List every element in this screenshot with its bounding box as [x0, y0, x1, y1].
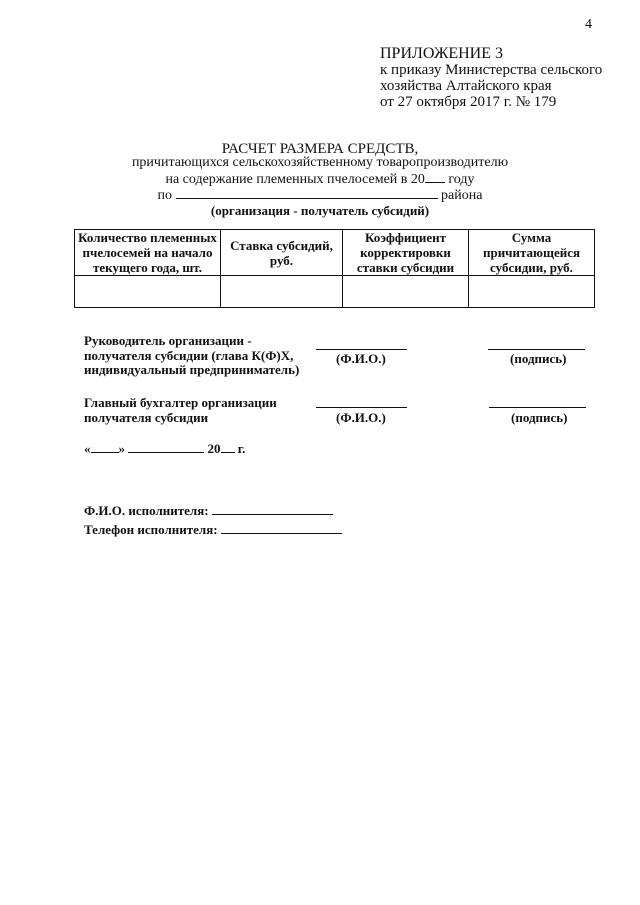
- executor-name-label: Ф.И.О. исполнителя:: [84, 503, 209, 518]
- date-close-quote: »: [118, 441, 125, 456]
- accountant-signature-label: [84, 396, 277, 425]
- document-title: РАСЧЕТ РАЗМЕРА СРЕДСТВ,: [221, 141, 419, 157]
- appendix-block: [380, 46, 602, 110]
- page-number: 4: [585, 17, 592, 32]
- table-header-row: [75, 230, 595, 276]
- date-open-quote: «: [84, 441, 91, 456]
- header-correction-coefficient: Коэффициент корректировки ставки субсидии: [343, 230, 469, 276]
- cell-bee-colonies[interactable]: [75, 276, 221, 308]
- heading-line-1: причитающихся сельскохозяйственному товаропроизводителю: [131, 155, 509, 170]
- executor-phone-row: [84, 522, 342, 538]
- heading-line-2: [0, 171, 640, 188]
- head-label-line-1: Руководитель организации -: [84, 333, 252, 348]
- executor-phone-blank[interactable]: [221, 522, 342, 534]
- accountant-signature-line[interactable]: [489, 407, 586, 408]
- date-year-blank[interactable]: [221, 441, 235, 453]
- executor-phone-label: Телефон исполнителя:: [84, 522, 218, 537]
- accountant-label-line-2: получателя субсидии: [84, 409, 209, 425]
- calculation-table: [74, 229, 595, 308]
- head-signature-caption: (подпись): [510, 351, 567, 366]
- heading-line-2-prefix: на содержание племенных пчелосемей в 20: [165, 172, 425, 187]
- day-blank[interactable]: [91, 441, 119, 453]
- appendix-line-2: хозяйства Алтайского края: [380, 78, 552, 94]
- header-bee-colonies: Количество племенных пчелосемей на начало текущего года, шт.: [75, 230, 221, 276]
- date-year-prefix: 20: [207, 441, 221, 456]
- accountant-label-line-1: Главный бухгалтер организации: [84, 395, 277, 410]
- head-signature-label: [84, 334, 299, 378]
- cell-subsidy-rate[interactable]: [221, 276, 343, 308]
- appendix-title: ПРИЛОЖЕНИЕ 3: [380, 45, 504, 62]
- year-blank[interactable]: [425, 171, 445, 183]
- month-blank[interactable]: [128, 441, 204, 453]
- organization-blank[interactable]: [176, 187, 438, 199]
- date-line: [84, 441, 245, 457]
- executor-name-blank[interactable]: [212, 503, 333, 515]
- appendix-line-3: от 27 октября 2017 г. № 179: [380, 94, 557, 110]
- head-label-line-2: получателя субсидии (глава К(Ф)Х,: [84, 347, 294, 363]
- cell-correction-coefficient[interactable]: [343, 276, 469, 308]
- cell-subsidy-amount[interactable]: [469, 276, 595, 308]
- head-fio-caption: (Ф.И.О.): [336, 351, 386, 366]
- table-row: [75, 276, 595, 308]
- accountant-signature-caption: (подпись): [511, 410, 568, 425]
- executor-name-row: [84, 503, 333, 519]
- header-subsidy-amount: Сумма причитающейся субсидии, руб.: [469, 230, 595, 276]
- head-signature-line[interactable]: [488, 349, 585, 350]
- heading-line-3-prefix: по: [157, 188, 173, 203]
- heading-line-3-suffix: района: [441, 188, 483, 203]
- heading-line-2-suffix: году: [448, 172, 475, 187]
- head-fio-line[interactable]: [316, 349, 407, 350]
- accountant-fio-caption: (Ф.И.О.): [336, 410, 386, 425]
- appendix-line-1: к приказу Министерства сельского: [380, 62, 603, 78]
- date-year-suffix: г.: [237, 441, 246, 456]
- accountant-fio-line[interactable]: [316, 407, 407, 408]
- heading-line-4: (организация - получатель субсидий): [210, 203, 430, 218]
- head-label-line-3: индивидуальный предприниматель): [84, 362, 300, 377]
- heading-line-3: [0, 187, 640, 204]
- header-subsidy-rate: Ставка субсидий, руб.: [221, 230, 343, 276]
